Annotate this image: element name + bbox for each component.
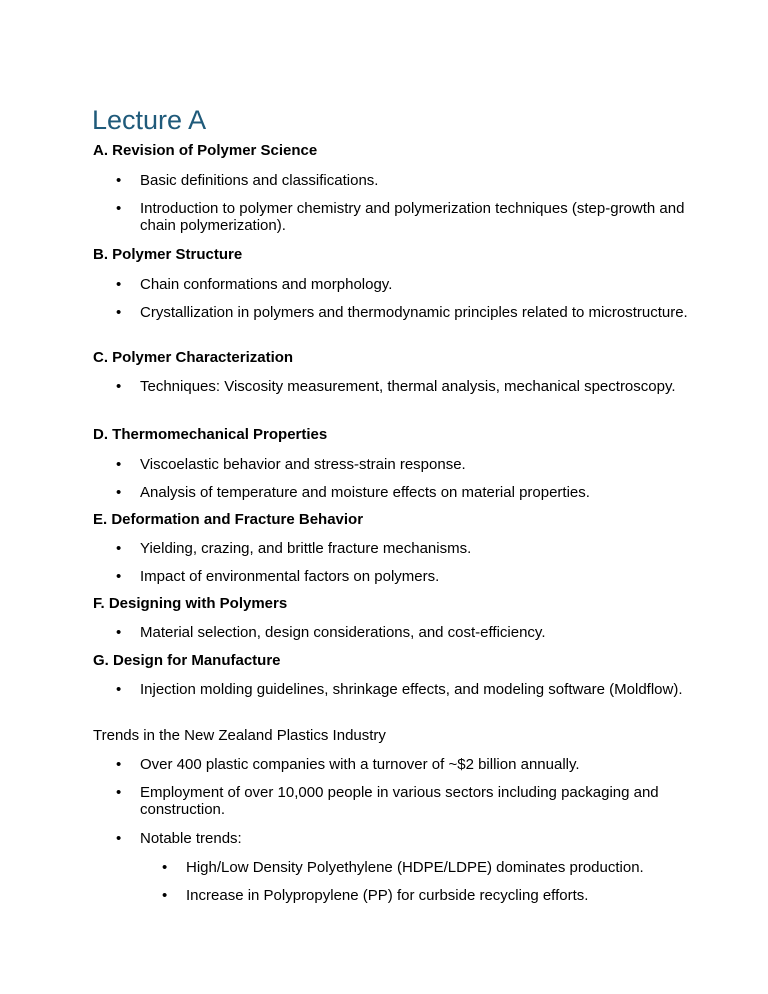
bullet-icon: • [116, 540, 122, 557]
list-item: Material selection, design considerations, and cost-efficiency. [140, 624, 546, 641]
section-heading: Trends in the New Zealand Plastics Industry [93, 727, 386, 744]
bullet-icon: • [116, 378, 122, 395]
list-item: Over 400 plastic companies with a turnover of ~$2 billion annually. [140, 756, 580, 773]
list-item: Introduction to polymer chemistry and polymerization techniques (step-growth and chain polymerization). [140, 200, 685, 234]
sub-list-item: High/Low Density Polyethylene (HDPE/LDPE) dominates production. [186, 859, 644, 876]
bullet-icon: • [116, 276, 122, 293]
section-heading: D. Thermomechanical Properties [93, 426, 328, 443]
bullet-icon: • [116, 172, 122, 189]
bullet-icon: • [116, 484, 122, 501]
bullet-icon: • [116, 681, 122, 698]
bullet-icon: • [116, 304, 122, 321]
sub-list-item: Increase in Polypropylene (PP) for curbside recycling efforts. [186, 887, 589, 904]
bullet-icon: • [116, 624, 122, 641]
list-item: Impact of environmental factors on polymers. [140, 568, 440, 585]
list-item: Analysis of temperature and moisture effects on material properties. [140, 484, 590, 501]
section-heading: F. Designing with Polymers [93, 595, 288, 612]
page-title: Lecture A [92, 105, 207, 135]
list-item: Injection molding guidelines, shrinkage effects, and modeling software (Moldflow). [140, 681, 683, 698]
bullet-icon: • [116, 456, 122, 473]
section-heading: B. Polymer Structure [93, 246, 243, 263]
list-item: Crystallization in polymers and thermodynamic principles related to microstructure. [140, 304, 688, 321]
bullet-icon: • [116, 830, 122, 847]
section-heading: C. Polymer Characterization [93, 349, 294, 366]
section-heading: A. Revision of Polymer Science [93, 142, 318, 159]
bullet-icon: • [116, 568, 122, 585]
list-item: Notable trends: [140, 830, 242, 847]
list-item: Techniques: Viscosity measurement, thermal analysis, mechanical spectroscopy. [140, 378, 676, 395]
list-item: Basic definitions and classifications. [140, 172, 379, 189]
list-item: Yielding, crazing, and brittle fracture mechanisms. [140, 540, 472, 557]
bullet-icon: • [162, 859, 168, 876]
section-heading: G. Design for Manufacture [93, 652, 281, 669]
section-heading: E. Deformation and Fracture Behavior [93, 511, 364, 528]
list-item: Viscoelastic behavior and stress-strain response. [140, 456, 466, 473]
bullet-icon: • [116, 200, 122, 217]
bullet-icon: • [116, 784, 122, 801]
bullet-icon: • [116, 756, 122, 773]
list-item: Employment of over 10,000 people in various sectors including packaging and construction. [140, 784, 659, 818]
bullet-icon: • [162, 887, 168, 904]
list-item: Chain conformations and morphology. [140, 276, 393, 293]
